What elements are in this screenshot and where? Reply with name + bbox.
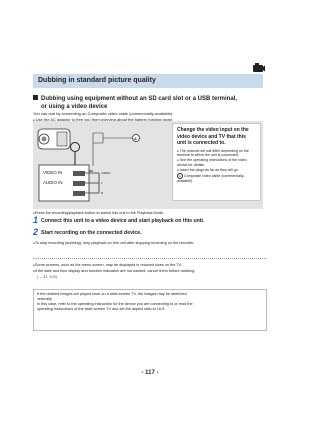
circled-marker-a: A — [178, 174, 181, 179]
camera-mode-icon — [252, 62, 266, 74]
subsection-heading-line2: or using a video device — [41, 103, 108, 110]
tip-1: ● Some screens, such as the menu screen, may be displayed in reduced sizes on the TV. — [33, 263, 273, 268]
step-1 — [33, 217, 273, 225]
audio-in-label: AUDIO IN — [43, 180, 63, 185]
subsection-heading — [33, 95, 273, 111]
tip-2: ● If the date and time display and function indication are not wanted, cancel them before dubbing. — [33, 269, 273, 274]
step-1-number: 1 — [33, 215, 39, 225]
step-2 — [33, 229, 273, 237]
divider — [33, 258, 267, 259]
tip-reference-link[interactable]: (→ 33, 105) — [37, 275, 58, 279]
connection-illustration — [33, 121, 173, 209]
circle-marker-a: A — [134, 136, 137, 141]
callout-cable-note: A Composite video cable (commercially-available) — [177, 174, 245, 184]
callout-box — [172, 123, 261, 201]
section-title: Dubbing in standard picture quality — [38, 77, 156, 84]
step-2-number: 2 — [33, 227, 39, 237]
subsection-heading-line1: Dubbing using equipment without an SD card slot or a USB terminal, — [41, 96, 238, 102]
stop-note: ● To stop recording (dubbing), stop playback on this unit after stopping recording on the recorder. — [33, 241, 273, 246]
connector-label-video: VIDEO — [101, 171, 111, 175]
callout-bullet-2: ● See the operating instructions of the video device for details. — [177, 158, 256, 167]
callout-title: Change the video input on the video device and TV that this unit is connected to. — [177, 127, 249, 146]
camcorder-icon — [38, 129, 80, 152]
notice-line4: operating instructions of the wide-screen TV and set the aspect ratio to 16:9. — [37, 307, 166, 312]
video-in-label: VIDEO IN — [43, 170, 63, 175]
connector-label-l: L — [101, 181, 103, 185]
page-number: - 117 - — [141, 370, 159, 376]
intro-line2: ● Use the AC adaptor to free you from worrying about the battery running down. — [33, 116, 174, 122]
square-bullet-icon — [33, 95, 38, 100]
press-note: ● Press the recording/playback button to switch this unit to the Playback Mode. — [33, 211, 273, 216]
callout-bullet-3: ● Insert the plugs as far as they will go. — [177, 168, 256, 173]
notice-line1: If the dubbed images are played back on a wide-screen TV, the images may be stretched — [37, 292, 187, 296]
step-1-text: Connect this unit to a video device and start playback on this unit. — [41, 218, 205, 224]
connector-label-r: R — [101, 191, 104, 195]
step-2-text: Start recording on the connected device. — [41, 230, 142, 236]
notice-line3: In this case, refer to the operating instruction for the device you are connecting to or read the — [37, 302, 193, 307]
section-header — [33, 74, 263, 88]
callout-bullet-1: ● The channel set will differ depending on the terminal to which the unit is connected. — [177, 149, 256, 158]
notice-box — [33, 289, 267, 331]
notice-line2: vertically. — [37, 297, 53, 302]
intro-line1: You can dub by connecting an Composite video cable (commercially-available). — [33, 111, 174, 116]
callout-list — [177, 149, 256, 184]
